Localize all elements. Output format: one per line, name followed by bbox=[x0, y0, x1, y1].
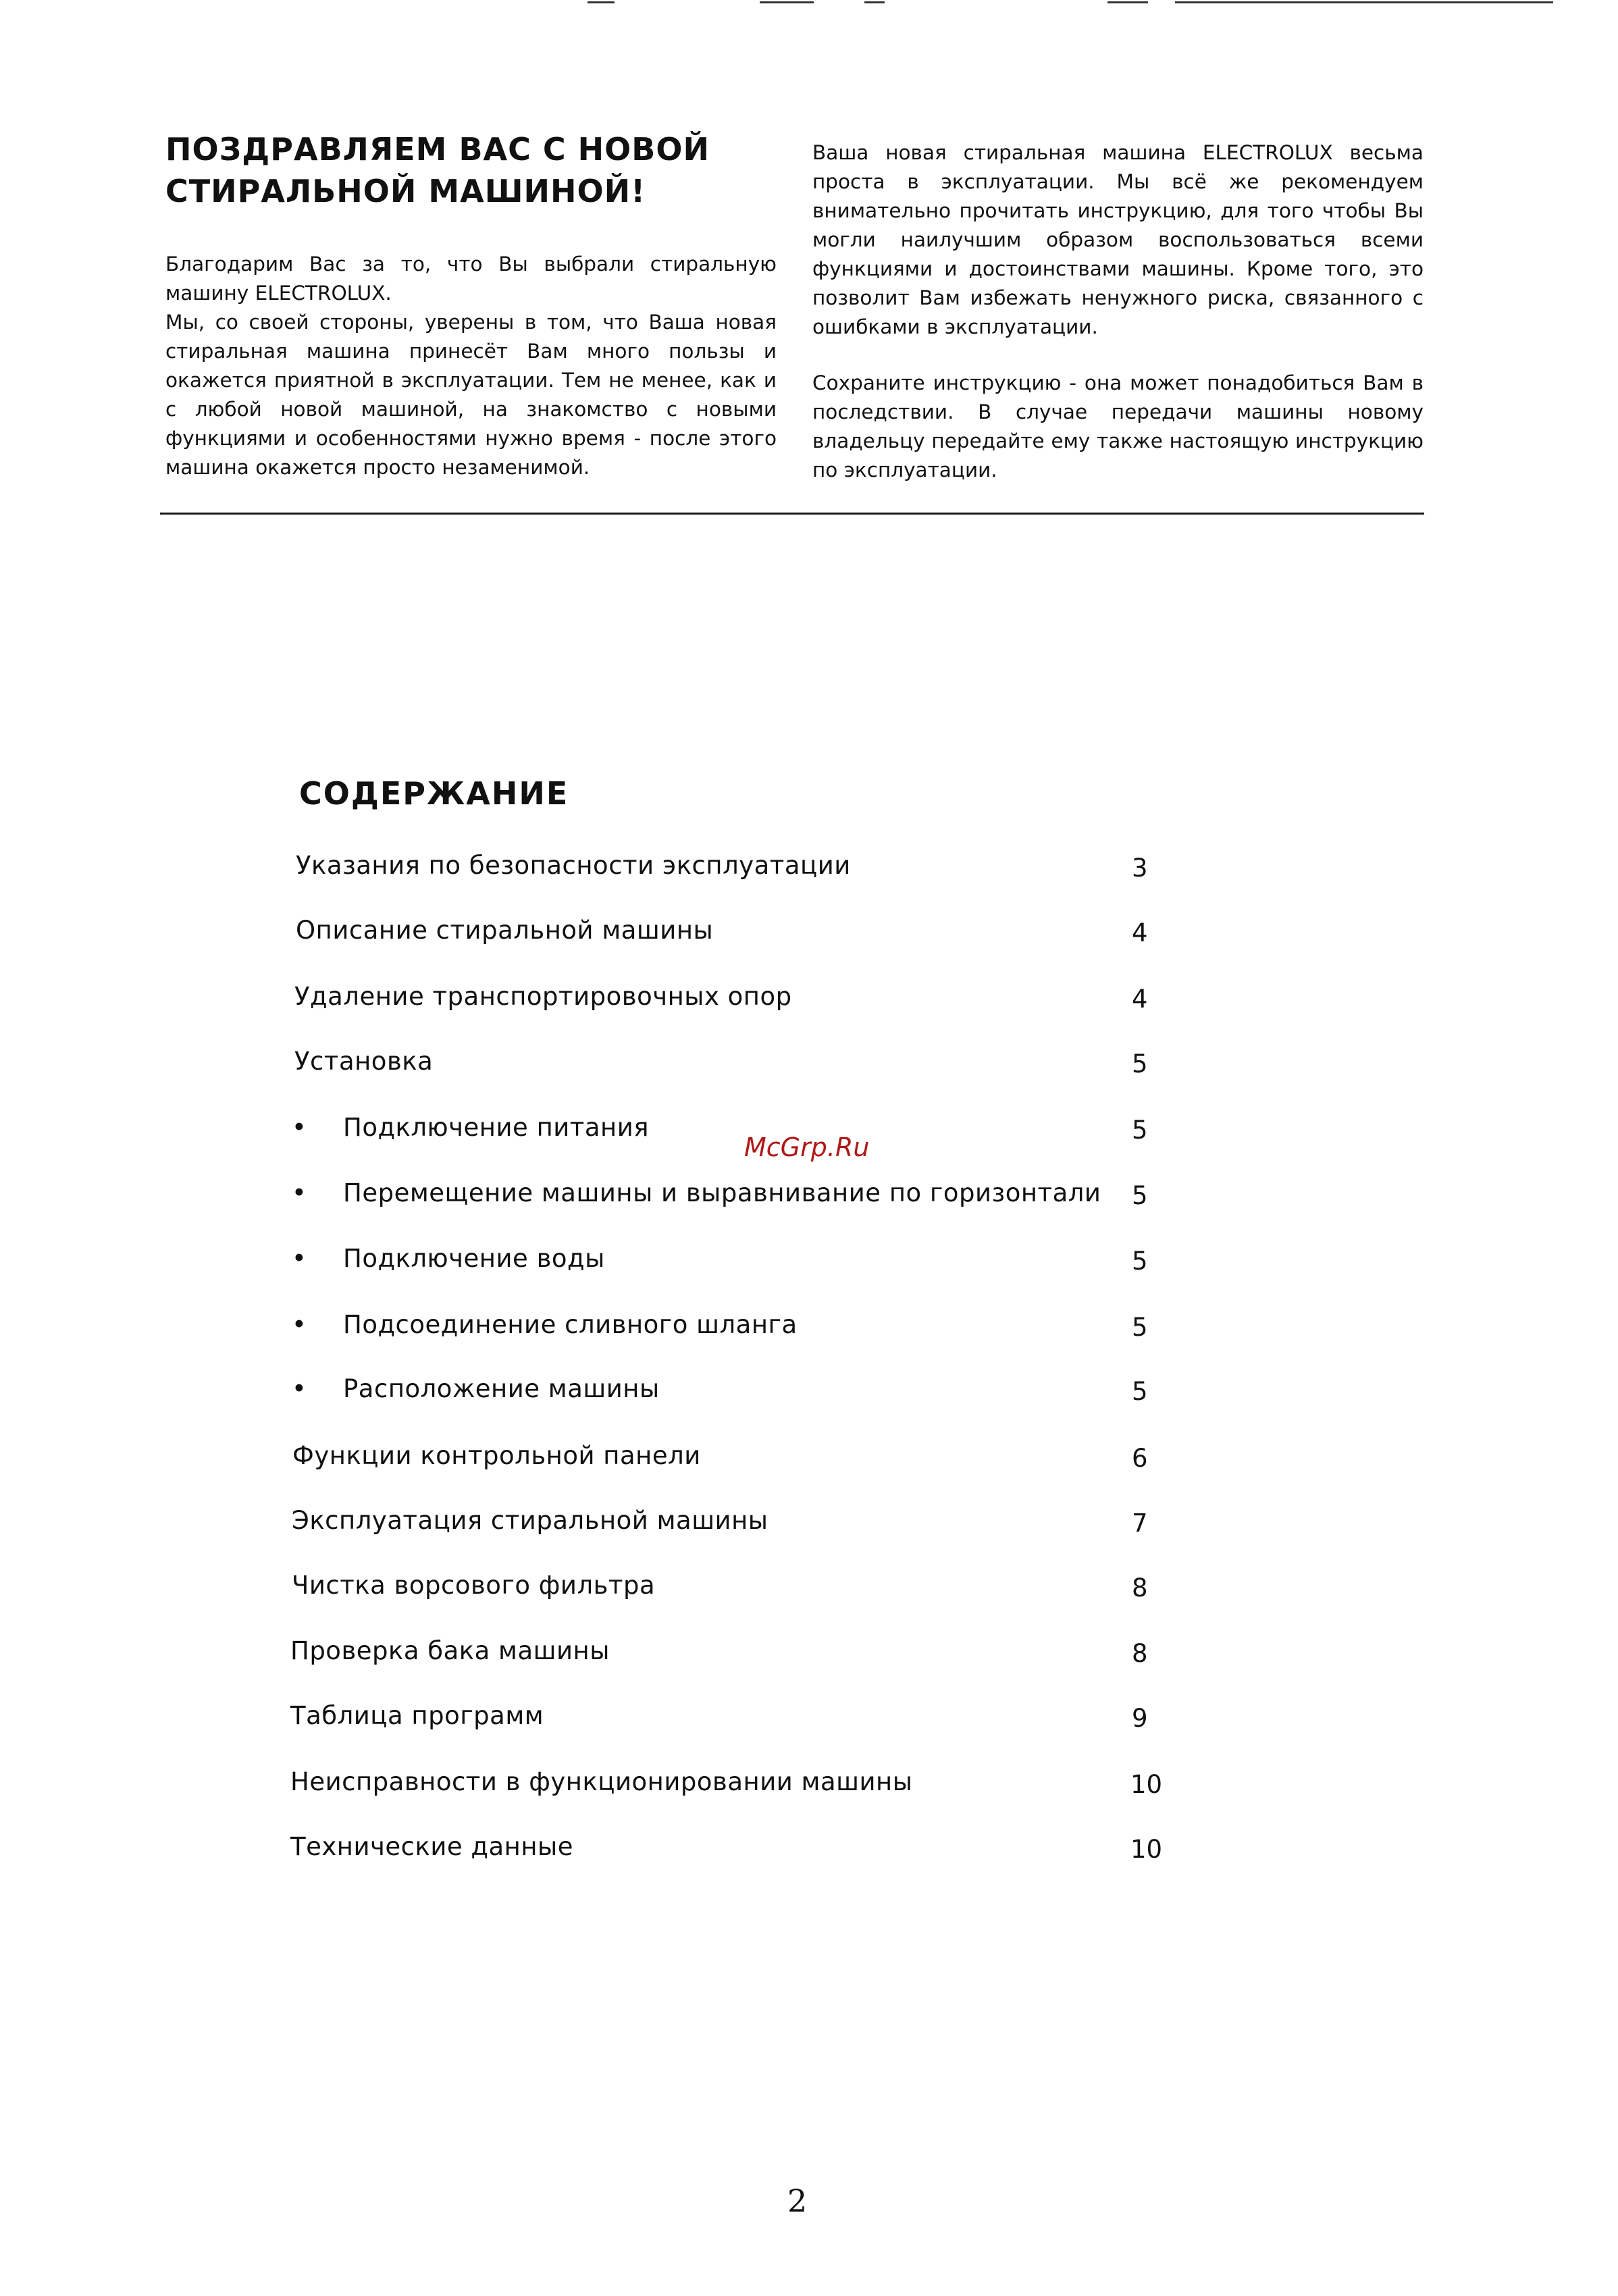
toc-item-page: 5 bbox=[1132, 1181, 1148, 1210]
toc-item-page: 6 bbox=[1132, 1444, 1148, 1473]
scan-edge-marks bbox=[0, 0, 1618, 14]
bullet-icon: • bbox=[292, 1244, 307, 1273]
toc-item-label: Удаление транспортировочных опор bbox=[294, 982, 792, 1011]
section-divider bbox=[160, 513, 1424, 515]
toc-item-page: 5 bbox=[1132, 1116, 1148, 1145]
toc-item[interactable] bbox=[0, 916, 1618, 956]
intro-left-column bbox=[165, 250, 777, 482]
toc-item[interactable] bbox=[0, 1571, 1618, 1611]
toc-item-page: 10 bbox=[1130, 1835, 1163, 1864]
toc-item-label: Подключение воды bbox=[343, 1244, 605, 1273]
intro-left-paragraph-1: Благодарим Вас за то, что Вы выбрали стиральную машину ELECTROLUX. bbox=[165, 253, 777, 305]
toc-item-page: 9 bbox=[1132, 1704, 1148, 1733]
toc-item[interactable] bbox=[0, 1636, 1618, 1677]
intro-right-column bbox=[812, 138, 1424, 485]
toc-item[interactable] bbox=[0, 1374, 1618, 1415]
toc-item-page: 5 bbox=[1132, 1377, 1148, 1406]
toc-item-page: 5 bbox=[1132, 1247, 1148, 1276]
toc-item-label: Подсоединение сливного шланга bbox=[343, 1310, 798, 1339]
toc-item-label: Чистка ворсового фильтра bbox=[292, 1571, 656, 1600]
toc-item-page: 8 bbox=[1132, 1573, 1148, 1602]
intro-right-paragraph-1: Ваша новая стиральная машина ELECTROLUX весьма проста в эксплуатации. Мы всё же рекомендуем внимательно прочитать инструкцию, для того чтобы Вы могли наилучшим образом воспользоваться всеми функциями и достоинствами машины. Кроме того, это позволит Вам избежать ненужного риска, связанного с ошибками в эксплуатации. bbox=[812, 141, 1424, 338]
toc-item[interactable] bbox=[0, 1506, 1618, 1546]
toc-item-label: Таблица программ bbox=[290, 1701, 544, 1730]
toc-item-page: 10 bbox=[1130, 1770, 1163, 1799]
toc-item[interactable] bbox=[0, 1178, 1618, 1219]
toc-item-page: 3 bbox=[1132, 854, 1148, 883]
toc-item[interactable] bbox=[0, 1310, 1618, 1351]
toc-item-page: 4 bbox=[1132, 985, 1148, 1014]
bullet-icon: • bbox=[292, 1310, 307, 1339]
toc-title: СОДЕРЖАНИЕ bbox=[299, 775, 569, 812]
toc-item[interactable] bbox=[0, 851, 1618, 891]
heading-line-2: СТИРАЛЬНОЙ МАШИНОЙ! bbox=[165, 173, 646, 209]
page-number: 2 bbox=[787, 2183, 808, 2219]
toc-item[interactable] bbox=[0, 982, 1618, 1022]
toc-item-label: Технические данные bbox=[290, 1832, 573, 1861]
toc-item[interactable] bbox=[0, 1832, 1618, 1873]
toc-item-label: Функции контрольной панели bbox=[292, 1441, 701, 1470]
intro-left-paragraph-2: Мы, со своей стороны, уверены в том, что Ваша новая стиральная машина принесёт Вам много пользы и окажется приятной в эксплуатации. Тем не менее, как и с любой новой машиной, на знакомство с новыми функциями и особенностями нужно время - после этого машина окажется просто незаменимой. bbox=[165, 311, 777, 479]
congratulations-heading bbox=[165, 128, 773, 212]
bullet-icon: • bbox=[292, 1113, 307, 1142]
toc-item-label: Указания по безопасности эксплуатации bbox=[296, 851, 851, 880]
toc-item[interactable] bbox=[0, 1767, 1618, 1808]
toc-item[interactable] bbox=[0, 1244, 1618, 1284]
toc-item[interactable] bbox=[0, 1701, 1618, 1742]
heading-line-1: ПОЗДРАВЛЯЕМ ВАС С НОВОЙ bbox=[165, 131, 710, 167]
toc-item-label: Проверка бака машины bbox=[290, 1636, 610, 1665]
toc-item-label: Эксплуатация стиральной машины bbox=[292, 1506, 768, 1535]
toc-item-label: Расположение машины bbox=[343, 1374, 660, 1403]
toc-item-label: Подключение питания bbox=[343, 1113, 650, 1142]
toc-item-page: 4 bbox=[1132, 918, 1148, 947]
toc-item-label: Описание стиральной машины bbox=[296, 916, 714, 945]
toc-item[interactable] bbox=[0, 1047, 1618, 1087]
bullet-icon: • bbox=[292, 1374, 307, 1403]
toc-item[interactable] bbox=[0, 1441, 1618, 1482]
toc-item-label: Неисправности в функционировании машины bbox=[290, 1767, 913, 1796]
toc-item-page: 8 bbox=[1132, 1639, 1148, 1668]
toc-item-page: 5 bbox=[1132, 1313, 1148, 1342]
watermark-text: McGrp.Ru bbox=[744, 1132, 870, 1162]
toc-item-page: 7 bbox=[1132, 1509, 1148, 1538]
toc-item-label: Перемещение машины и выравнивание по горизонтали bbox=[343, 1178, 1101, 1207]
intro-right-paragraph-2: Сохраните инструкцию - она может понадобиться Вам в последствии. В случае передачи машины новому владельцу передайте ему также настоящую инструкцию по эксплуатации. bbox=[812, 371, 1424, 481]
toc-item-page: 5 bbox=[1132, 1049, 1148, 1078]
toc-item-label: Установка bbox=[294, 1047, 434, 1076]
bullet-icon: • bbox=[292, 1178, 307, 1207]
